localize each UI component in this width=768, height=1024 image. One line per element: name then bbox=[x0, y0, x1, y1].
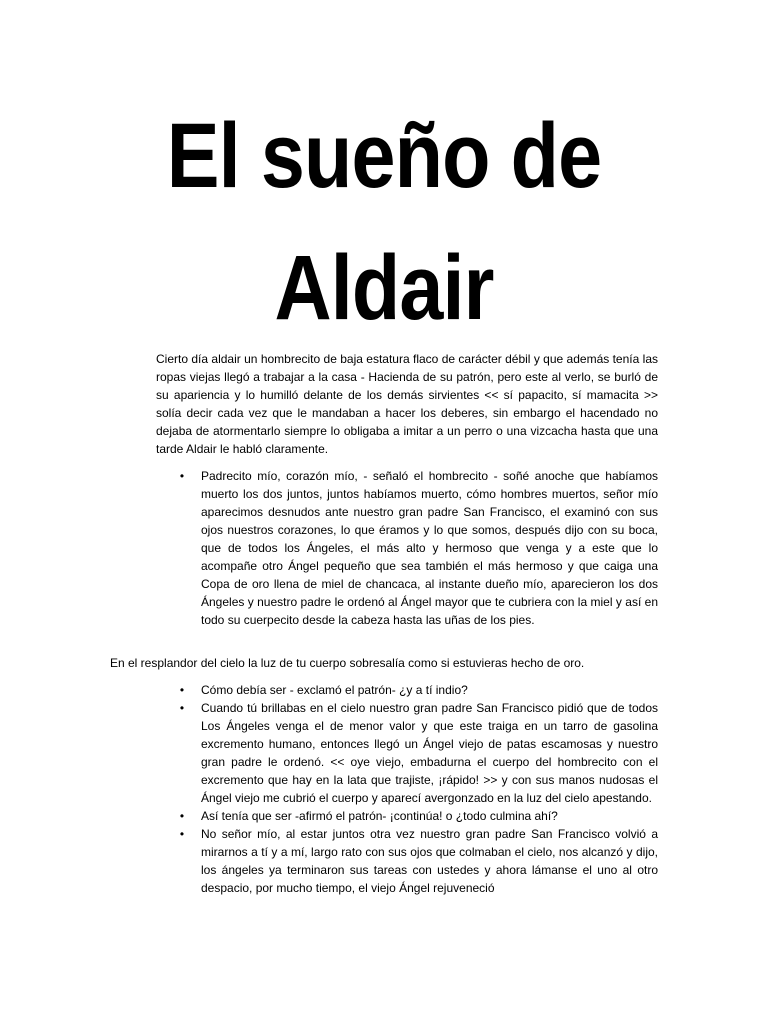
bullet-icon: • bbox=[179, 827, 185, 841]
list-item bbox=[176, 825, 658, 897]
list-item bbox=[176, 467, 658, 629]
list-item-text: No señor mío, al estar juntos otra vez nuestro gran padre San Francisco volvió a mirarnos a tí y a mí, largo rato con sus ojos que colmaban el cielo, nos alcanzó y dijo, los ángeles ya terminaron sus tareas con ustedes y ahora lámanse el uno al otro despacio, por mucho tiempo, el viejo Ángel rejuveneció bbox=[201, 827, 658, 895]
bullet-icon: • bbox=[179, 701, 185, 715]
bullet-list-second bbox=[176, 681, 658, 897]
document-title bbox=[54, 90, 714, 354]
title-line-2: Aldair bbox=[274, 237, 494, 339]
bullet-icon: • bbox=[179, 809, 185, 823]
middle-paragraph: En el resplandor del cielo la luz de tu cuerpo sobresalía como si estuvieras hecho de oro. bbox=[110, 656, 585, 670]
list-item bbox=[176, 681, 658, 699]
bullet-icon: • bbox=[179, 683, 185, 697]
list-item-text: Padrecito mío, corazón mío, - señaló el hombrecito - soñé anoche que habíamos muerto los dos juntos, juntos habíamos muerto, cómo hombres muertos, señor mío aparecimos desnudos ante nuestro gran padre San Francisco, el examinó con sus ojos nuestros corazones, lo que éramos y lo que somos, después dijo con su boca, que de todos los Ángeles, el más alto y hermoso que venga y a este que lo acompañe otro Ángel pequeño que sea también el más hermoso y que caiga una Copa de oro llena de miel de chancaca, al instante dueño mío, aparecieron los dos Ángeles y nuestro padre le ordenó al Ángel mayor que te cubriera con la miel y así en todo su cuerpecito desde la cabeza hasta las uñas de los pies. bbox=[201, 469, 658, 627]
list-item-text: Cómo debía ser - exclamó el patrón- ¿y a tí indio? bbox=[201, 683, 468, 697]
title-line-1: El sueño de bbox=[166, 105, 602, 207]
list-item-text: Así tenía que ser -afirmó el patrón- ¡continúa! o ¿todo culmina ahí? bbox=[201, 809, 558, 823]
intro-paragraph: Cierto día aldair un hombrecito de baja estatura flaco de carácter débil y que además tenía las ropas viejas llegó a trabajar a la casa - Hacienda de su patrón, pero este al verlo, se burló de su apariencia y lo humilló delante de los demás sirvientes << sí papacito, sí mamacita >> solía decir cada vez que le mandaban a hacer los deberes, sin embargo el hacendado no dejaba de atormentarlo siempre lo obligaba a imitar a un perro o una vizcacha hasta que una tarde Aldair le habló claramente. bbox=[156, 352, 658, 456]
bullet-list-first bbox=[176, 467, 658, 629]
list-item-text: Cuando tú brillabas en el cielo nuestro gran padre San Francisco pidió que de todos Los Ángeles venga el de menor valor y que este traiga en un tarro de gasolina excremento humano, entonces llegó un Ángel viejo de patas escamosas y nuestro gran padre le ordenó. << oye viejo, embadurna el cuerpo del hombrecito con el excremento que hay en la lata que trajiste, ¡rápido! >> y con sus manos nudosas el Ángel viejo me cubrió el cuerpo y aparecí avergonzado en la luz del cielo apestando. bbox=[201, 701, 658, 805]
list-item bbox=[176, 807, 658, 825]
list-item bbox=[176, 699, 658, 807]
bullet-icon: • bbox=[179, 469, 185, 483]
